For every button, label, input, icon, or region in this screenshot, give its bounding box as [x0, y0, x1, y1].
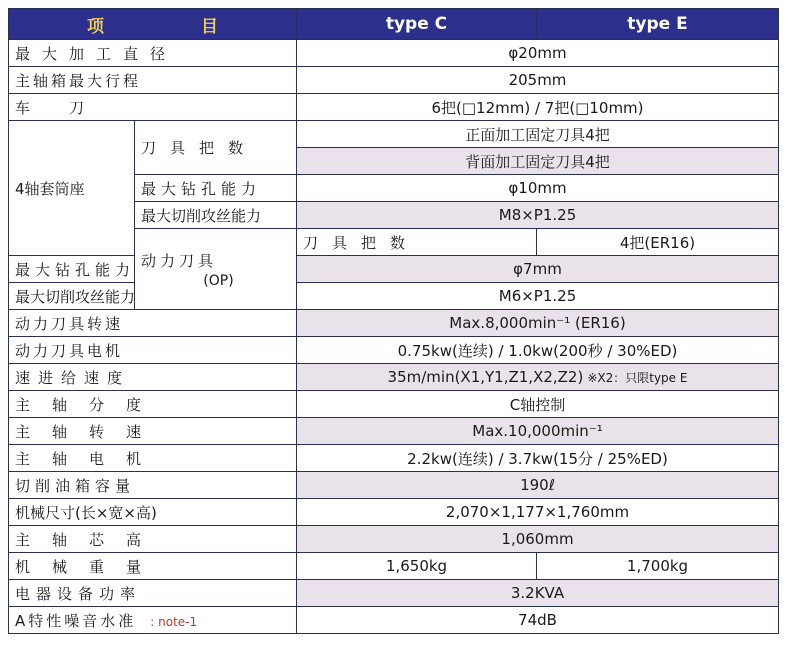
value-weight-e: 1,700kg: [537, 553, 779, 580]
value-weight-c: 1,650kg: [297, 553, 537, 580]
group-live-sub: (OP): [203, 272, 234, 289]
note-noise: : note-1: [150, 614, 198, 629]
value-spindle-speed: Max.10,000min⁻¹: [297, 418, 779, 445]
row-live-drill: [9, 256, 779, 283]
value-sleeve-tool-back: 背面加工固定刀具4把: [297, 148, 779, 175]
value-center-height: 1,060mm: [297, 526, 779, 553]
label-spindle-motor: 主轴电机: [9, 445, 297, 472]
row-live-speed: [9, 310, 779, 337]
value-sleeve-drill: φ10mm: [297, 175, 779, 202]
label-live-motor: 动力刀具电机: [9, 337, 297, 364]
label-max-diameter: 最大加工直径: [9, 40, 297, 67]
group-sleeve: 4轴套筒座: [9, 121, 135, 256]
label-sleeve-tap: 最大切削攻丝能力: [135, 202, 297, 229]
label-live-speed: 动力刀具转速: [9, 310, 297, 337]
value-live-motor: 0.75kw(连续) / 1.0kw(200秒 / 30%ED): [297, 337, 779, 364]
row-spindle-speed: [9, 418, 779, 445]
label-noise: [9, 607, 297, 634]
header-item: 项 目: [9, 9, 297, 40]
label-spindle-index: 主轴分度: [9, 391, 297, 418]
row-sleeve-tool-count-front: [9, 121, 779, 148]
row-spindle-index: [9, 391, 779, 418]
note-rapid-feed: ※X2：只限type E: [587, 371, 688, 385]
row-power: [9, 580, 779, 607]
label-sleeve-drill: 最大钻孔能力: [135, 175, 297, 202]
value-sleeve-tap: M8×P1.25: [297, 202, 779, 229]
label-live-tap: 最大切削攻丝能力: [9, 283, 135, 310]
value-spindle-motor: 2.2kw(连续) / 3.7kw(15分 / 25%ED): [297, 445, 779, 472]
label-coolant: 切削油箱容量: [9, 472, 297, 499]
row-turning-tool: [9, 94, 779, 121]
value-live-speed: Max.8,000min⁻¹ (ER16): [297, 310, 779, 337]
row-coolant: [9, 472, 779, 499]
value-live-drill: φ7mm: [297, 256, 779, 283]
header-type-c: type C: [297, 9, 537, 40]
row-live-motor: [9, 337, 779, 364]
label-live-tool-count: 刀具把数: [297, 229, 537, 256]
label-weight: 机械重量: [9, 553, 297, 580]
value-rapid-feed: [297, 364, 779, 391]
value-spindle-stroke: 205mm: [297, 67, 779, 94]
value-max-diameter: φ20mm: [297, 40, 779, 67]
label-dimensions: 机械尺寸(长×宽×高): [9, 499, 297, 526]
row-rapid-feed: [9, 364, 779, 391]
label-center-height: 主轴芯高: [9, 526, 297, 553]
row-live-tap: [9, 283, 779, 310]
label-noise-text: A特性噪音水准: [15, 611, 137, 630]
row-center-height: [9, 526, 779, 553]
group-live: [135, 229, 297, 310]
label-spindle-speed: 主轴转速: [9, 418, 297, 445]
row-dimensions: [9, 499, 779, 526]
value-power: 3.2KVA: [297, 580, 779, 607]
label-power: 电器设备功率: [9, 580, 297, 607]
spec-table: [8, 8, 779, 634]
row-spindle-motor: [9, 445, 779, 472]
value-live-tool-count: 4把(ER16): [537, 229, 779, 256]
value-dimensions: 2,070×1,177×1,760mm: [297, 499, 779, 526]
label-spindle-stroke: 主轴箱最大行程: [9, 67, 297, 94]
value-live-tap: M6×P1.25: [297, 283, 779, 310]
header-type-e: type E: [537, 9, 779, 40]
value-turning-tool: 6把(□12mm) / 7把(□10mm): [297, 94, 779, 121]
spec-sheet: [8, 8, 778, 634]
header-row: [9, 9, 779, 40]
value-coolant: 190ℓ: [297, 472, 779, 499]
row-spindle-stroke: [9, 67, 779, 94]
label-live-drill: 最大钻孔能力: [9, 256, 135, 283]
row-weight: [9, 553, 779, 580]
group-live-title: 动力刀具: [141, 251, 218, 270]
value-sleeve-tool-front: 正面加工固定刀具4把: [297, 121, 779, 148]
value-noise: 74dB: [297, 607, 779, 634]
row-max-diameter: [9, 40, 779, 67]
label-sleeve-tool-count: 刀具把数: [135, 121, 297, 175]
value-rapid-feed-text: 35m/min(X1,Y1,Z1,X2,Z2): [387, 368, 584, 386]
value-spindle-index: C轴控制: [297, 391, 779, 418]
row-noise: [9, 607, 779, 634]
label-rapid-feed: 速进给速度: [9, 364, 297, 391]
label-turning-tool: 车 刀: [9, 94, 297, 121]
